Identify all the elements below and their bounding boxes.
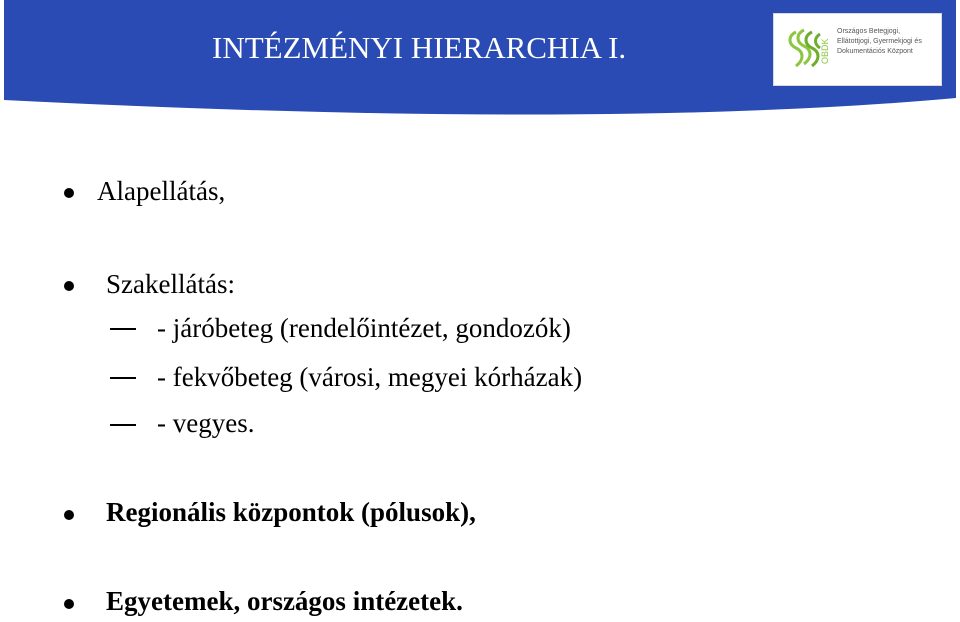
bullet-szakellatas: Szakellátás: (106, 269, 235, 299)
bullet-egyetemek: Egyetemek, országos intézetek. (106, 586, 463, 616)
dash-icon (110, 377, 136, 379)
logo-line: Országos Betegjogi, (837, 28, 901, 35)
bullet-dot-icon (64, 599, 74, 609)
sub-item-fekvobeteg: - fekvőbeteg (városi, megyei kórházak) (157, 362, 583, 392)
slide-title: INTÉZMÉNYI HIERARCHIA I. (212, 30, 627, 65)
bullet-dot-icon (64, 281, 74, 291)
bullet-alapellatas: Alapellátás, (97, 176, 226, 206)
logo-line: Dokumentációs Központ (837, 48, 913, 55)
logo-acronym: OBDK (820, 38, 830, 64)
bullet-dot-icon (64, 510, 74, 520)
logo-line: Ellátottjogi, Gyermekjogi és (837, 38, 922, 45)
dash-icon (110, 328, 136, 330)
dash-icon (110, 424, 136, 426)
sub-item-vegyes: - vegyes. (157, 408, 255, 438)
bullet-regionalis: Regionális központok (pólusok), (106, 497, 476, 527)
sub-item-jarobeteg: - járóbeteg (rendelőintézet, gondozók) (157, 313, 571, 343)
bullet-dot-icon (64, 188, 74, 198)
